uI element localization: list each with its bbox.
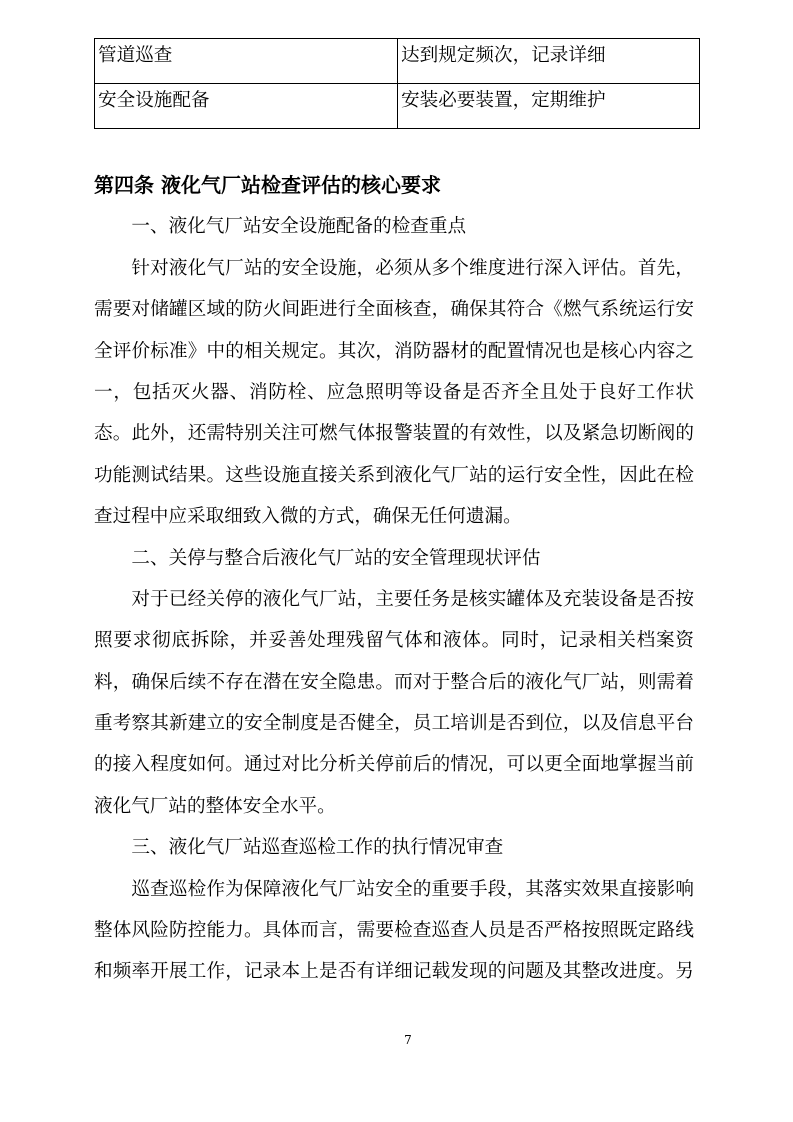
- paragraph-line: 针对液化气厂站的安全设施，必须从多个维度进行深入评估。首先，: [131, 257, 694, 279]
- article-heading: 第四条 液化气厂站检查评估的核心要求: [94, 173, 441, 197]
- table-row: [95, 39, 700, 84]
- section-title: 三、液化气厂站巡查巡检工作的执行情况审查: [131, 837, 504, 859]
- article-body: [94, 165, 694, 993]
- page-number: 7: [404, 1033, 412, 1047]
- paragraph-line: 照要求彻底拆除，并妥善处理残留气体和液体。同时，记录相关档案资: [94, 630, 694, 652]
- paragraph-line: 料，确保后续不存在潜在安全隐患。而对于整合后的液化气厂站，则需着: [94, 671, 694, 693]
- paragraph-line: 巡查巡检作为保障液化气厂站安全的重要手段，其落实效果直接影响: [131, 878, 694, 900]
- paragraph-line: 重考察其新建立的安全制度是否健全，员工培训是否到位，以及信息平台: [94, 713, 694, 735]
- requirements-table: [94, 38, 700, 129]
- section-title: 二、关停与整合后液化气厂站的安全管理现状评估: [131, 547, 541, 569]
- table-cell-requirement: 达到规定频次，记录详细: [398, 39, 700, 84]
- paragraph-line: 的接入程度如何。通过对比分析关停前后的情况，可以更全面地掌握当前: [94, 754, 694, 776]
- paragraph-line: 整体风险防控能力。具体而言，需要检查巡查人员是否严格按照既定路线: [94, 920, 694, 942]
- paragraph-line: 和频率开展工作，记录本上是否有详细记载发现的问题及其整改进度。另: [94, 961, 694, 983]
- paragraph-line: 查过程中应采取细致入微的方式，确保无任何遗漏。: [94, 506, 522, 528]
- paragraph-line: 态。此外，还需特别关注可燃气体报警装置的有效性，以及紧急切断阀的: [94, 423, 694, 445]
- table-row: [95, 84, 700, 129]
- paragraph-line: 全评价标准》中的相关规定。其次，消防器材的配置情况也是核心内容之: [94, 340, 694, 362]
- section-title: 一、液化气厂站安全设施配备的检查重点: [131, 216, 467, 238]
- paragraph-line: 对于已经关停的液化气厂站，主要任务是核实罐体及充装设备是否按: [131, 588, 694, 610]
- paragraph-line: 液化气厂站的整体安全水平。: [94, 795, 336, 817]
- paragraph-line: 需要对储罐区域的防火间距进行全面核查，确保其符合《燃气系统运行安: [94, 299, 694, 321]
- paragraph-line: 一，包括灭火器、消防栓、应急照明等设备是否齐全且处于良好工作状: [94, 381, 694, 403]
- table-cell-item: 安全设施配备: [95, 84, 398, 129]
- table-cell-item: 管道巡查: [95, 39, 398, 84]
- paragraph-line: 功能测试结果。这些设施直接关系到液化气厂站的运行安全性，因此在检: [94, 464, 694, 486]
- table-cell-requirement: 安装必要装置，定期维护: [398, 84, 700, 129]
